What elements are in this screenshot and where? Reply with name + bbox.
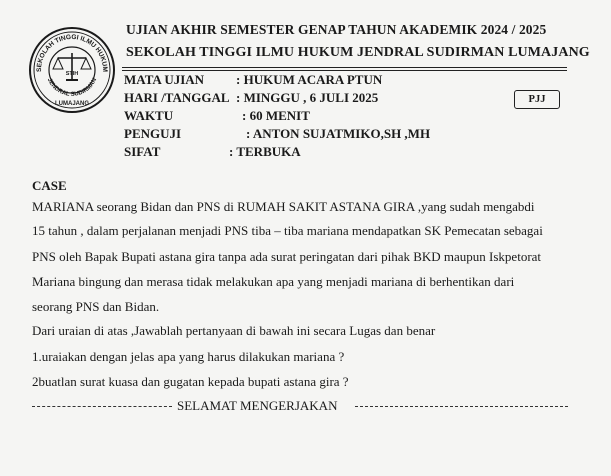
case-line: PNS oleh Bapak Bupati astana gira tanpa ada surat peringatan dari pihak BKD maupun Iskpetorat (32, 249, 542, 264)
case-heading: CASE (32, 178, 67, 193)
info-value: : HUKUM ACARA PTUN (236, 72, 383, 87)
info-value: : MINGGU , 6 JULI 2025 (236, 90, 379, 105)
header-divider (122, 67, 567, 68)
svg-text:LUMAJANG: LUMAJANG (55, 101, 89, 107)
question-1: 1.uraiakan dengan jelas apa yang harus dilakukan mariana ? (32, 349, 345, 364)
institution-name: SEKOLAH TINGGI ILMU HUKUM JENDRAL SUDIRMAN LUMAJANG (126, 45, 590, 60)
case-line: seorang PNS dan Bidan. (32, 299, 160, 314)
info-value: : TERBUKA (229, 144, 301, 159)
instruction-line: Dari uraian di atas ,Jawablah pertanyaan di bawah ini secara Lugas dan benar (32, 323, 436, 338)
info-label: MATA UJIAN (124, 72, 205, 87)
info-label: WAKTU (124, 108, 174, 123)
seal-graphic (27, 25, 117, 115)
svg-text:SEKOLAH TINGGI ILMU HUKUM: SEKOLAH TINGGI ILMU HUKUM (35, 33, 109, 73)
dashed-rule-right (355, 406, 568, 407)
campus-seal-icon (27, 25, 117, 115)
info-value: : 60 MENIT (242, 108, 310, 123)
info-label: SIFAT (124, 144, 161, 159)
case-line: 15 tahun , dalam perjalanan menjadi PNS tiba – tiba mariana mendapatkan SK Pemecatan sebagai (32, 223, 543, 238)
svg-text:STIH: STIH (65, 71, 79, 77)
case-line: Mariana bingung dan merasa tidak melakukan apa yang menjadi mariana di berhentikan dari (32, 274, 515, 289)
exam-title: UJIAN AKHIR SEMESTER GENAP TAHUN AKADEMIK 2024 / 2025 (126, 22, 547, 37)
question-2: 2buatlan surat kuasa dan gugatan kepada bupati astana gira ? (32, 374, 349, 389)
closing-message: SELAMAT MENGERJAKAN (177, 398, 338, 413)
pjj-badge: PJJ (514, 90, 560, 109)
case-line: MARIANA seorang Bidan dan PNS di RUMAH SAKIT ASTANA GIRA ,yang sudah mengabdi (32, 199, 535, 214)
info-label: PENGUJI (124, 126, 182, 141)
svg-text:JENDRAL SUDIRMAN: JENDRAL SUDIRMAN (45, 77, 99, 98)
info-value: : ANTON SUJATMIKO,SH ,MH (246, 126, 431, 141)
closing-line (32, 398, 568, 416)
dashed-rule-left (32, 406, 172, 407)
header-divider-thin (122, 70, 567, 71)
info-label: HARI /TANGGAL (124, 90, 230, 105)
